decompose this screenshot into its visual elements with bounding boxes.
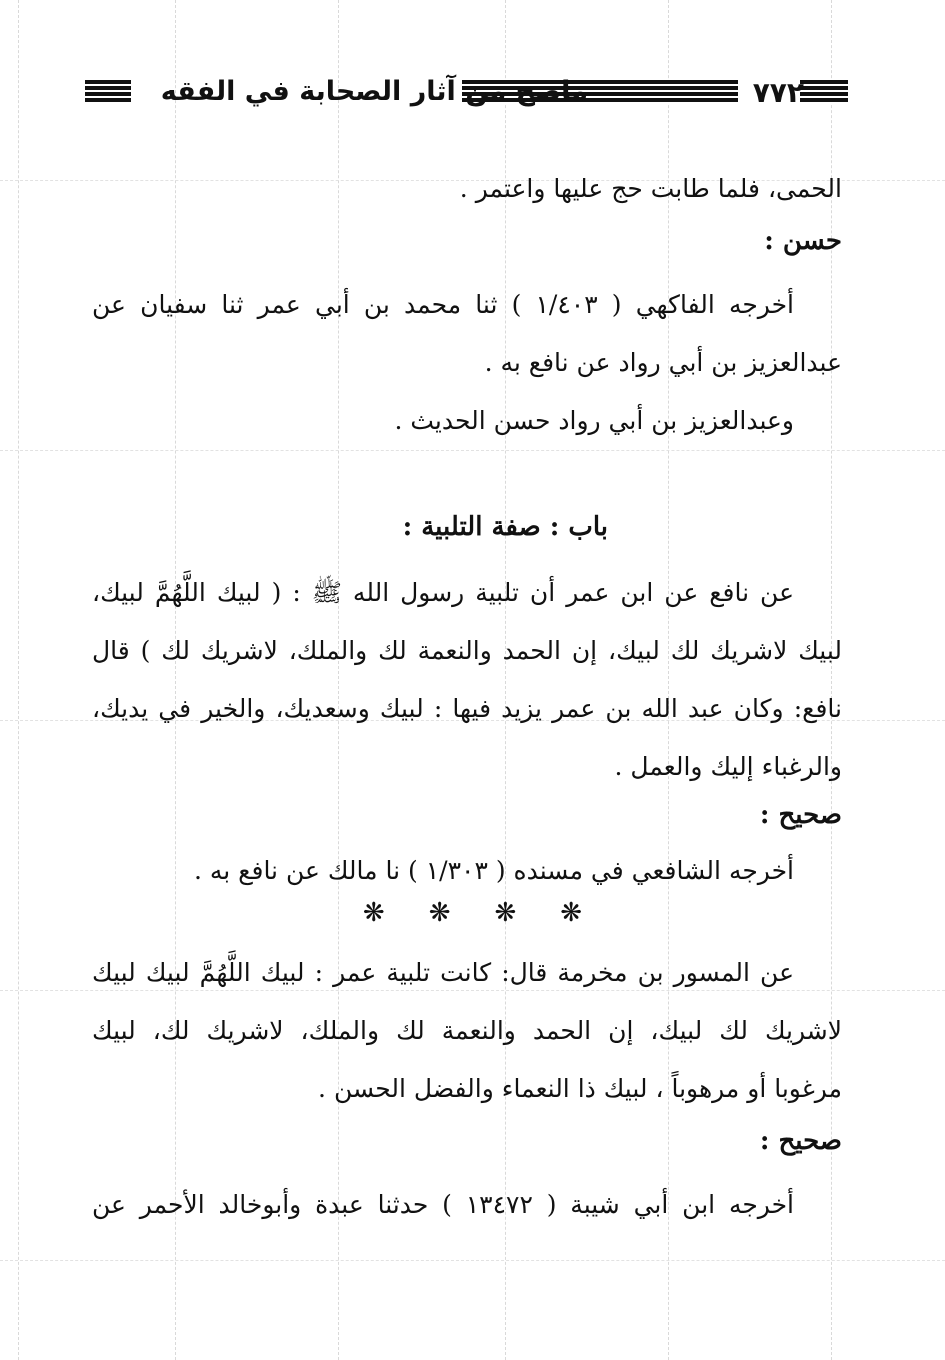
text-line: عن المسور بن مخرمة قال: كانت تلبية عمر : لبيك اللَّهُمَّ لبيك لبيك [92,958,794,987]
text-line: أخرجه ابن أبي شيبة ( ١٣٤٧٢ ) حدثنا عبدة وأبوخالد الأحمر عن [92,1190,794,1219]
text-line: لاشريك لك لبيك، إن الحمد والنعمة لك والملك، لاشريك لك، لبيك [92,1016,842,1045]
scan-grid-line [0,1260,945,1261]
scan-grid-line [18,0,19,1360]
paragraph-hadith-2 [92,944,842,1118]
running-title: ماصح من آثار الصحابة في الفقه [160,76,588,107]
text-line: عن نافع عن ابن عمر أن تلبية رسول الله ﷺ : ( لبيك اللَّهُمَّ لبيك، [92,578,794,607]
text-line: عبدالعزيز بن أبي رواد عن نافع به . [484,348,842,377]
text-line: أخرجه الفاكهي ( ١/٤٠٣ ) ثنا محمد بن أبي عمر ثنا سفيان عن [92,290,794,319]
paragraph-takhrij-3 [92,1176,842,1234]
text-line: الحمى، فلما طابت حج عليها واعتمر . [459,174,842,203]
text-line: أخرجه الشافعي في مسنده ( ١/٣٠٣ ) نا مالك عن نافع به . [193,856,794,885]
grade-heading-hasan: حسن : [764,226,842,256]
paragraph-hadith-1 [92,564,842,796]
grade-heading-sahih: صحيح : [759,800,842,830]
paragraph-takhrij-2 [92,842,842,900]
text-line: والرغباء إليك والعمل . [614,752,842,781]
paragraph-note [92,392,842,450]
page-header [85,72,850,116]
text-line: لبيك لاشريك لك لبيك، إن الحمد والنعمة لك والملك، لاشريك لك ) قال [92,636,842,665]
paragraph-takhrij-1 [92,276,842,392]
page-number: ٧٧٢ [752,76,804,109]
text-line: نافع: وكان عبد الله بن عمر يزيد فيها : لبيك وسعديك، والخير في يديك، [92,694,842,723]
section-separator-stars: ❋❋❋❋ [362,898,627,928]
text-line: وعبدالعزيز بن أبي رواد حسن الحديث . [394,406,794,435]
grade-heading-sahih: صحيح : [759,1126,842,1156]
paragraph-continuation [92,160,842,218]
text-line: مرغوبا أو مرهوباً ، لبيك ذا النعماء والفضل الحسن . [318,1074,842,1103]
chapter-title: باب : صفة التلبية : [402,512,608,542]
scan-grid-line [0,450,945,451]
